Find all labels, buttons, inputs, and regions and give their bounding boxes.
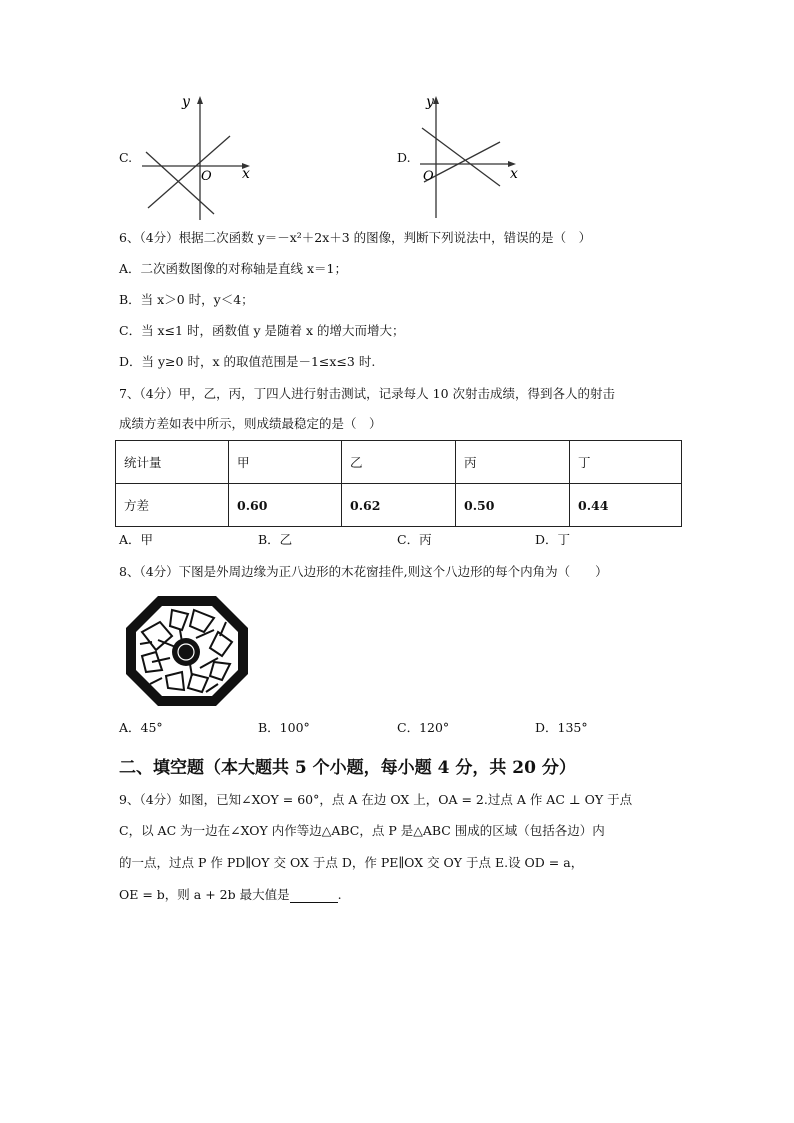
y-axis-label: y: [426, 94, 434, 110]
q8-option-c: C．120°: [397, 720, 450, 735]
table-cell: 甲: [229, 441, 342, 484]
q6-stem: 6、（4分）根据二次函数 y＝－x²＋2x＋3 的图像，判断下列说法中，错误的是（ ）: [119, 230, 592, 245]
q9-line4: [119, 887, 342, 903]
q9-line2: C，以 AC 为一边在∠XOY 内作等边△ABC，点 P 是△ABC 围成的区域（包括各边）内: [119, 823, 605, 838]
table-cell: 方差: [116, 484, 229, 527]
table-cell: 0.44: [570, 484, 682, 527]
graph-d: [416, 92, 526, 222]
octagon-window-image: [122, 592, 252, 712]
q8-option-b: B．100°: [258, 720, 310, 735]
option-c-label: C.: [119, 150, 133, 165]
table-cell: 0.62: [342, 484, 456, 527]
x-axis-label: x: [242, 166, 250, 182]
variance-table: [115, 440, 682, 527]
q6-option-b: B．当 x＞0 时，y＜4；: [119, 292, 254, 307]
q7-option-c: C．丙: [397, 532, 432, 547]
answer-blank[interactable]: [290, 890, 338, 903]
q8-stem: 8、（4分）下图是外周边缘为正八边形的木花窗挂件,则这个八边形的每个内角为（ ）: [119, 564, 608, 579]
q9-line4-text: OE = b，则 a + 2b 最大值是: [119, 887, 290, 902]
origin-label: O: [201, 169, 212, 184]
y-axis-label: y: [182, 94, 190, 110]
table-cell: 统计量: [116, 441, 229, 484]
q7-stem-line2: 成绩方差如表中所示，则成绩最稳定的是（ ）: [119, 416, 382, 431]
q9-line3: 的一点，过点 P 作 PD∥OY 交 OX 于点 D，作 PE∥OX 交 OY 于点 E.设 OD = a，: [119, 855, 584, 870]
table-cell: 0.50: [456, 484, 570, 527]
table-cell: 丁: [570, 441, 682, 484]
table-row: [116, 484, 682, 527]
q6-option-a: A．二次函数图像的对称轴是直线 x＝1；: [119, 261, 348, 276]
table-cell: 乙: [342, 441, 456, 484]
option-d-label: D.: [397, 150, 411, 165]
q8-option-d: D．135°: [535, 720, 588, 735]
graph-c: [138, 90, 258, 225]
q9-line1: 9、（4分）如图，已知∠XOY = 60°，点 A 在边 OX 上，OA = 2.过点 A 作 AC ⊥ OY 于点: [119, 792, 633, 807]
q7-option-d: D．丁: [535, 532, 571, 547]
q8-option-a: A．45°: [119, 720, 163, 735]
section-2-heading: 二、填空题（本大题共 5 个小题，每小题 4 分，共 20 分）: [119, 758, 576, 778]
q9-line4-end: .: [337, 887, 342, 902]
q6-option-d: D．当 y≥0 时，x 的取值范围是－1≤x≤3 时.: [119, 354, 376, 369]
x-axis-label: x: [510, 166, 518, 182]
table-cell: 丙: [456, 441, 570, 484]
table-cell: 0.60: [229, 484, 342, 527]
q7-option-b: B．乙: [258, 532, 293, 547]
q7-stem-line1: 7、（4分）甲，乙，丙，丁四人进行射击测试，记录每人 10 次射击成绩，得到各人的射击: [119, 386, 616, 401]
q7-option-a: A．甲: [119, 532, 154, 547]
q6-option-c: C．当 x≤1 时，函数值 y 是随着 x 的增大而增大；: [119, 323, 405, 338]
origin-label: O: [423, 169, 434, 184]
table-header-row: [116, 441, 682, 484]
